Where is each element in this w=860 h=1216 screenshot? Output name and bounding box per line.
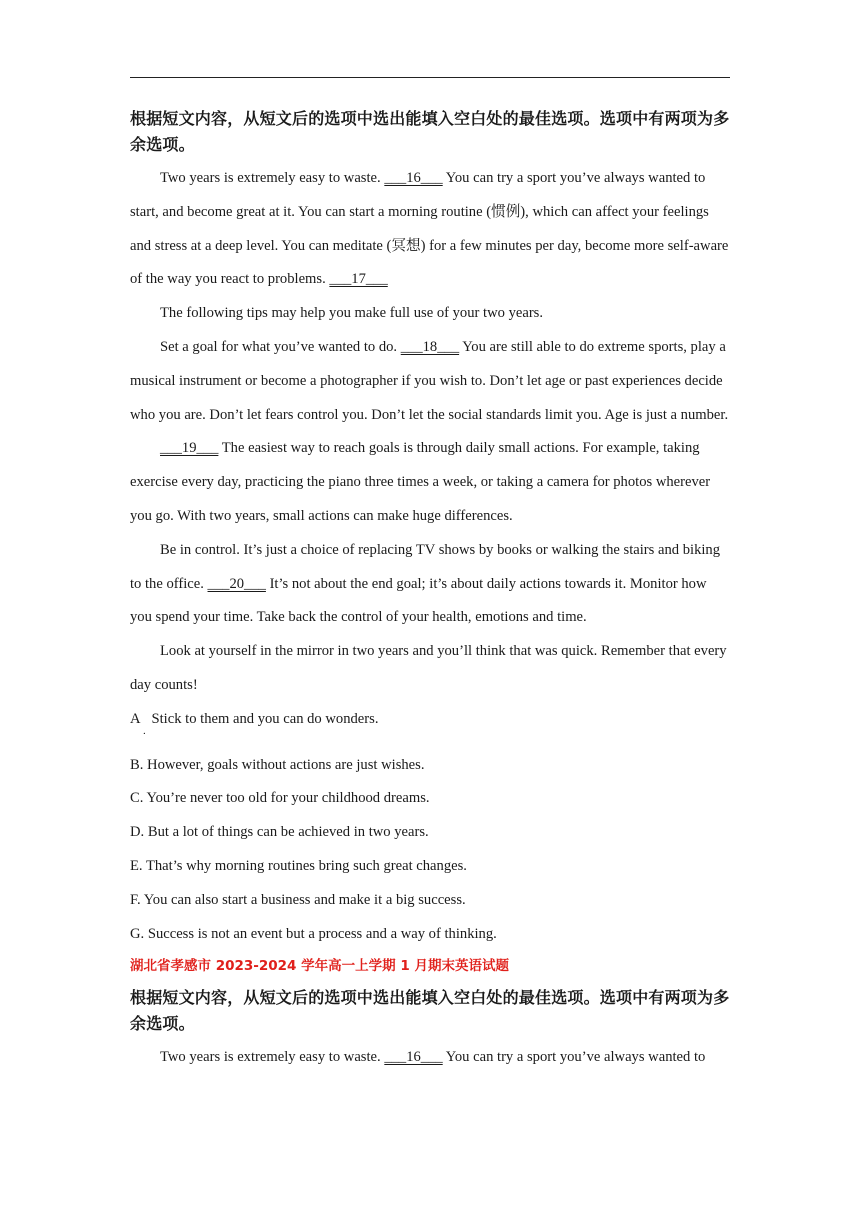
option-a (130, 703, 730, 737)
paragraph-5 (130, 534, 730, 635)
paragraph-1 (130, 162, 730, 297)
option-a-dot: . (143, 724, 146, 737)
paragraph-2-1-text-a: Two years is extremely easy to waste. (160, 1049, 385, 1066)
option-e: E. That’s why morning routines bring such great changes. (130, 857, 467, 874)
option-d: D. But a lot of things can be achieved in two years. (130, 824, 429, 841)
paragraph-1-text-b: You can try a sport you’ve always wanted to start, and become great at it. You can start a morning routine (惯例), which can affect your feelings and stress at a deep level. You can meditate (冥想) for a few minutes per day, become more self-aware of the way you react to problems. (130, 170, 729, 288)
blank-18: ___18___ (400, 338, 460, 355)
paragraph-2-1-text-b: You can try a sport you’ve always wanted to (442, 1049, 706, 1066)
option-a-text: Stick to them and you can do wonders. (151, 710, 379, 727)
option-a-letter: A (130, 710, 141, 727)
blank-16-repeat: ___16___ (384, 1049, 443, 1066)
blank-17: ___17___ (329, 271, 388, 288)
blank-20: ___20___ (207, 575, 266, 592)
paragraph-4-text-b: The easiest way to reach goals is through daily small actions. For example, taking exercise every day, practicing the piano three times a week, or taking a camera for photos wherever you go. With two years, small actions can make huge differences. (130, 440, 711, 524)
header-rule (130, 77, 730, 78)
option-f: F. You can also start a business and make it a big success. (130, 891, 466, 908)
option-g: G. Success is not an event but a process and a way of thinking. (130, 925, 497, 942)
blank-16: ___16___ (384, 170, 443, 186)
paragraph-5-text-b: It’s not about the end goal; it’s about daily actions towards it. Monitor how you spend your time. Take back the control of your health, emotions and time. (130, 575, 707, 626)
paragraph-3-text-b: You are still able to do extreme sports, play a musical instrument or become a photographer if you wish to. Don’t let age or past experiences decide who you are. Don’t let fears control you. Don’t let the social standards limit you. Age is just a number. (130, 338, 729, 423)
paragraph-3-text-a: Set a goal for what you’ve wanted to do. (160, 338, 401, 355)
document-body (130, 100, 730, 1075)
paragraph-5-text-a: Be in control. It’s just a choice of replacing TV shows by books or walking the stairs and biking to the office. (130, 541, 721, 592)
options-list (130, 703, 730, 952)
source-title: 湖北省孝感市 2023-2024 学年高一上学期 1 月期末英语试题 (130, 958, 509, 975)
paragraph-4 (130, 432, 730, 533)
instruction-heading: 根据短文内容，从短文后的选项中选出能填入空白处的最佳选项。选项中有两项为多余选项。 (130, 109, 730, 154)
paragraph-3 (130, 331, 730, 432)
instruction-heading-2: 根据短文内容，从短文后的选项中选出能填入空白处的最佳选项。选项中有两项为多余选项。 (130, 988, 730, 1034)
paragraph-6: Look at yourself in the mirror in two years and you’ll think that was quick. Remember that every day counts! (130, 643, 727, 693)
paragraph-2: The following tips may help you make full use of your two years. (160, 305, 544, 322)
paragraph-2-1 (130, 1041, 730, 1075)
option-c: C. You’re never too old for your childhood dreams. (130, 790, 430, 807)
option-b: B. However, goals without actions are just wishes. (130, 756, 425, 773)
blank-19: ___19___ (160, 440, 219, 457)
paragraph-1-text-a: Two years is extremely easy to waste. (160, 170, 385, 186)
